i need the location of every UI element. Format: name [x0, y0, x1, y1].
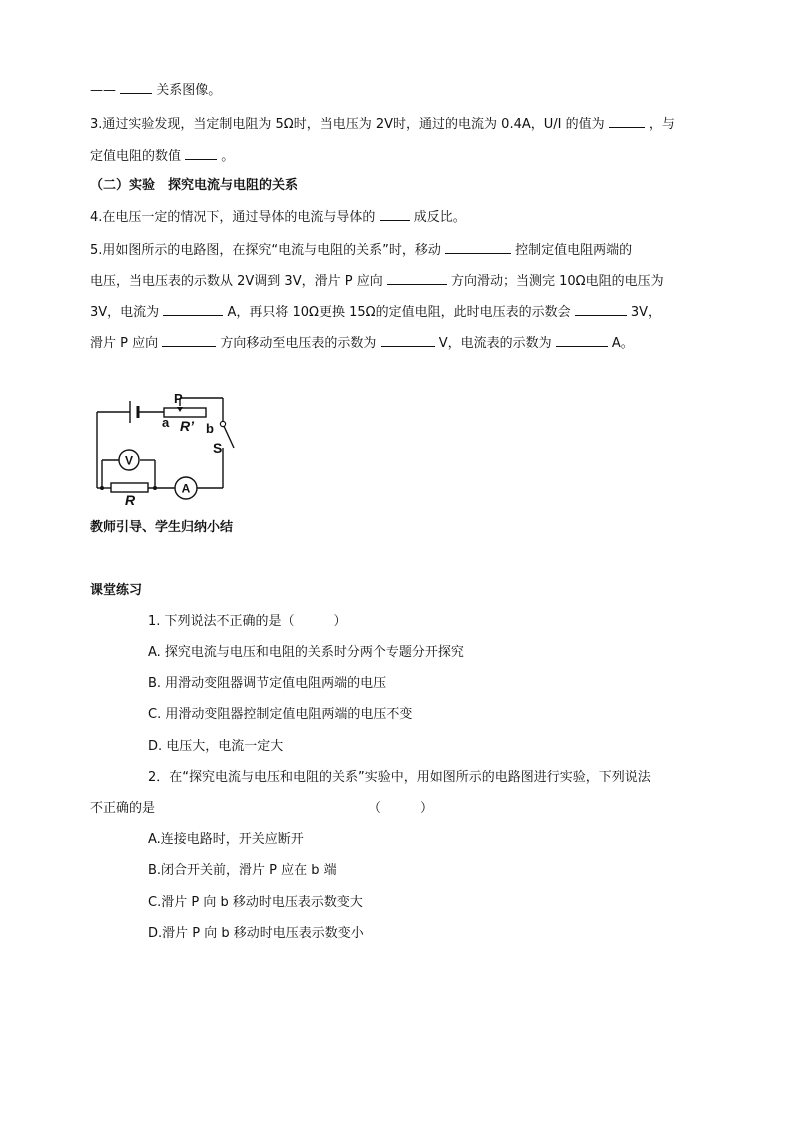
label-resistor: R [125, 492, 136, 506]
text-line: 3.通过实验发现，当定制电阻为 5Ω时，当电压为 2V时，通过的电流为 0.4A，U/I 的值为 ，与 [90, 114, 675, 134]
practice-heading: 课堂练习 [90, 583, 143, 598]
option-b: B.闭合开关前，滑片 P 应在 b 端 [148, 863, 337, 878]
option-c: C. 用滑动变阻器控制定值电阻两端的电压不变 [148, 707, 413, 722]
label-switch: S [213, 440, 223, 456]
resistor-body [111, 483, 148, 492]
answer-blank[interactable] [380, 207, 410, 221]
text-line: 5.用如图所示的电路图，在探究“电流与电阻的关系”时，移动 控制定值电阻两端的 [90, 240, 632, 260]
text-line: 滑片 P 应向 方向移动至电压表的示数为 V，电流表的示数为 A。 [90, 333, 634, 353]
question-2-continued: 不正确的是 [90, 801, 156, 816]
question-1: 1. 下列说法不正确的是（ ） [148, 614, 347, 629]
answer-blank[interactable] [445, 240, 511, 254]
label-a-end: a [162, 415, 170, 430]
option-c: C.滑片 P 向 b 移动时电压表示数变大 [148, 895, 363, 910]
label-rheostat: R’ [180, 418, 194, 434]
text-line: 定值电阻的数值 。 [90, 146, 234, 166]
text-line: —— 关系图像。 [90, 80, 221, 100]
summary-heading: 教师引导、学生归纳小结 [90, 520, 234, 535]
answer-blank[interactable] [185, 146, 217, 160]
answer-blank[interactable] [162, 333, 216, 347]
switch-contact-top [220, 421, 225, 426]
option-a: A.连接电路时，开关应断开 [148, 832, 304, 847]
answer-bracket[interactable]: （ ） [368, 801, 434, 816]
answer-blank[interactable] [387, 271, 447, 285]
label-p: P [174, 391, 183, 406]
answer-blank[interactable] [556, 333, 608, 347]
label-voltmeter: V [124, 453, 134, 468]
answer-blank[interactable] [163, 302, 223, 316]
option-d: D. 电压大，电流一定大 [148, 739, 284, 754]
option-d: D.滑片 P 向 b 移动时电压表示数变小 [148, 926, 364, 941]
circuit-diagram [88, 386, 238, 506]
answer-blank[interactable] [120, 80, 152, 94]
question-2: 2．在“探究电流与电压和电阻的关系”实验中，用如图所示的电路图进行实验，下列说法 [148, 770, 651, 785]
junction-dot [153, 486, 157, 490]
label-b-end: b [206, 421, 214, 436]
text-line: 3V，电流为 A，再只将 10Ω更换 15Ω的定值电阻，此时电压表的示数会 3V， [90, 302, 661, 322]
answer-blank[interactable] [381, 333, 435, 347]
rheostat-body [164, 408, 206, 417]
text-line: 4.在电压一定的情况下，通过导体的电流与导体的 成反比。 [90, 207, 466, 227]
option-b: B. 用滑动变阻器调节定值电阻两端的电压 [148, 676, 387, 691]
section-heading: （二）实验 探究电流与电阻的关系 [90, 178, 299, 193]
answer-blank[interactable] [609, 114, 645, 128]
text-line: 电压，当电压表的示数从 2V调到 3V，滑片 P 应向 方向滑动；当测完 10Ω电阻的电压为 [90, 271, 664, 291]
option-a: A. 探究电流与电压和电阻的关系时分两个专题分开探究 [148, 645, 464, 660]
answer-blank[interactable] [575, 302, 627, 316]
label-ammeter: A [181, 481, 191, 496]
junction-dot [100, 486, 104, 490]
